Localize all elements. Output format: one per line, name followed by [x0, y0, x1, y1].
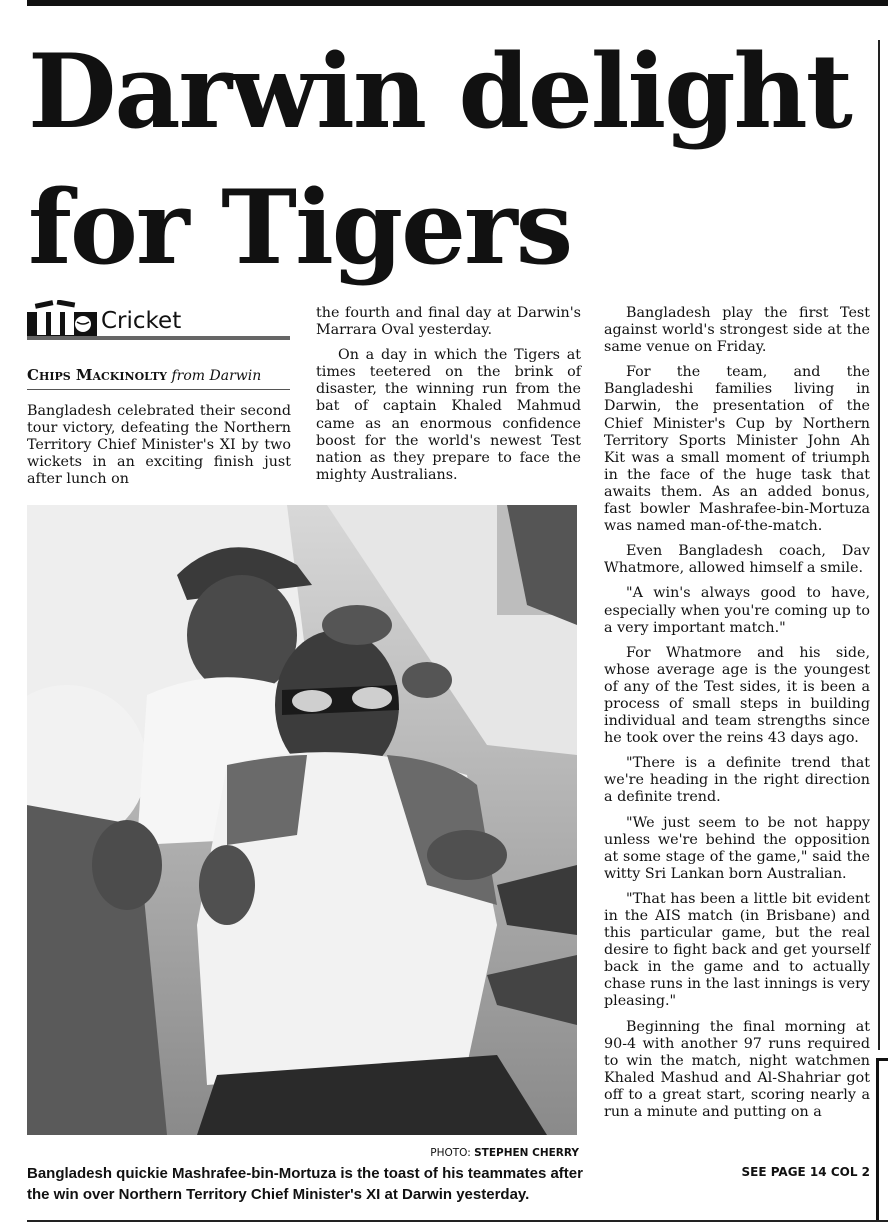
bottom-rule: [27, 1220, 888, 1222]
article-paragraph: "There is a definite trend that we're heading in the right direction a definite trend.: [604, 755, 870, 806]
article-column-3: [604, 305, 870, 1129]
column-divider: [878, 40, 880, 1050]
headline: Darwin delight for Tigers: [28, 32, 851, 288]
byline: [27, 366, 290, 390]
cricket-stumps-icon: [27, 300, 97, 338]
article-paragraph: Even Bangladesh coach, Dav Whatmore, allowed himself a smile.: [604, 543, 870, 577]
article-paragraph: On a day in which the Tigers at times teetered on the brink of disaster, the winning run from the bat of captain Khaled Mahmud came as an enormous confidence boost for the world's newest Test nation as they prepare to face the mighty Australians.: [316, 347, 581, 483]
article-paragraph: "That has been a little bit evident in the AIS match (in Brisbane) and this particular game, but the real desire to fight back and get yourself back in the game and to actually chase runs in the last innings is very pleasing.": [604, 890, 870, 1010]
article-column-2: [316, 305, 581, 492]
corner-bracket: [876, 1058, 888, 1221]
photo-illustration: [27, 505, 577, 1135]
article-column-1: [27, 403, 291, 496]
section-label: Cricket: [101, 308, 182, 334]
news-photo: [27, 505, 577, 1135]
article-paragraph: "We just seem to be not happy unless we're behind the opposition at some stage of the game," said the witty Sri Lankan born Australian.: [604, 814, 870, 882]
article-paragraph: "A win's always good to have, especially when you're coming up to a very important match.": [604, 585, 870, 636]
byline-location: from Darwin: [171, 368, 262, 384]
section-tag: [27, 298, 290, 342]
article-paragraph: For the team, and the Bangladeshi families living in Darwin, the presentation of the Chief Minister's Cup by Northern Territory Sports Minister John Ah Kit was a small moment of triumph in the face of the huge task that awaits them. As an added bonus, fast bowler Mashrafee-bin-Mortuza was named man-of-the-match.: [604, 364, 870, 535]
byline-author: Chips Mackinolty: [27, 366, 168, 384]
top-rule: [27, 0, 888, 6]
article-paragraph: the fourth and final day at Darwin's Marrara Oval yesterday.: [316, 305, 581, 339]
article-paragraph: Beginning the final morning at 90-4 with another 97 runs required to win the match, night watchmen Khaled Mashud and Al-Shahriar got off to a great start, scoring nearly a run a minute and putting on a: [604, 1018, 870, 1121]
photo-credit-prefix: PHOTO:: [430, 1147, 471, 1159]
continued-jump: SEE PAGE 14 COL 2: [741, 1165, 870, 1179]
article-paragraph: Bangladesh play the first Test against world's strongest side at the same venue on Friday.: [604, 305, 870, 356]
photo-credit: [27, 1147, 579, 1159]
section-rule: [27, 336, 290, 340]
photo-caption: Bangladesh quickie Mashrafee-bin-Mortuza is the toast of his teammates after the win over Northern Territory Chief Minister's XI at Darwin yesterday.: [27, 1165, 583, 1203]
article-paragraph: Bangladesh celebrated their second tour victory, defeating the Northern Territory Chief Minister's XI by two wickets in an exciting finish just after lunch on: [27, 403, 291, 488]
article-paragraph: For Whatmore and his side, whose average age is the youngest of any of the Test sides, it is been a process of small steps in building individual and team strengths since he took over the reins 43 days ago.: [604, 644, 870, 747]
photo-credit-name: STEPHEN CHERRY: [474, 1147, 579, 1159]
